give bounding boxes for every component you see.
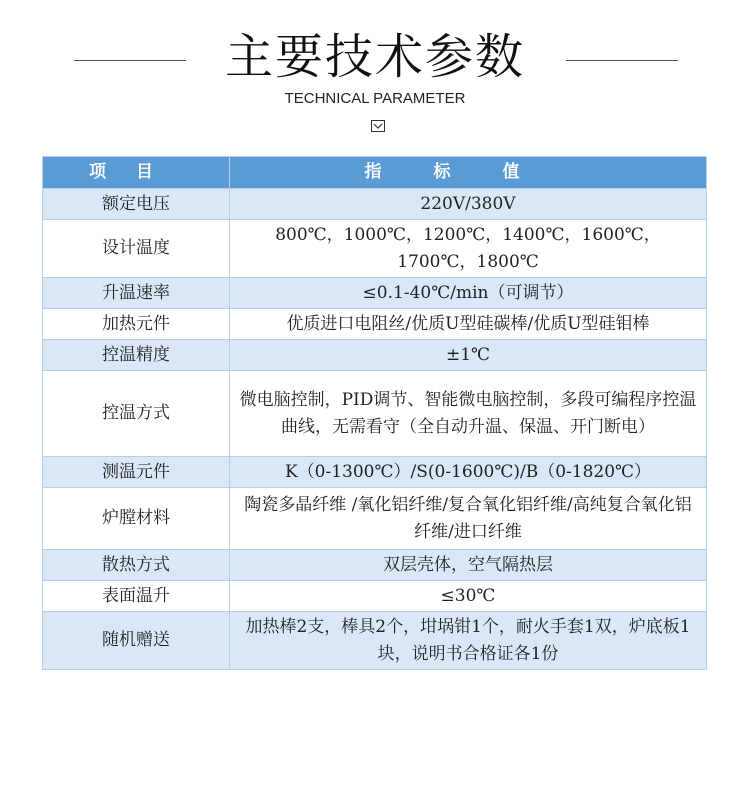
row-value: ≤30℃ <box>230 581 707 612</box>
row-value: 陶瓷多晶纤维 /氧化铝纤维/复合氧化铝纤维/高纯复合氧化铝纤维/进口纤维 <box>230 488 707 550</box>
row-label: 控温方式 <box>43 371 230 457</box>
row-value: K（0-1300℃）/S(0-1600℃)/B（0-1820℃） <box>230 457 707 488</box>
row-label: 升温速率 <box>43 278 230 309</box>
row-label: 表面温升 <box>43 581 230 612</box>
row-value: 800℃，1000℃，1200℃，1400℃，1600℃，1700℃，1800℃ <box>230 220 707 278</box>
row-value: 双层壳体，空气隔热层 <box>230 550 707 581</box>
table-row <box>43 340 707 371</box>
table-row <box>43 550 707 581</box>
row-label: 控温精度 <box>43 340 230 371</box>
row-label: 散热方式 <box>43 550 230 581</box>
table-row <box>43 371 707 457</box>
row-label: 额定电压 <box>43 189 230 220</box>
table-row <box>43 278 707 309</box>
page-title: 主要技术参数 <box>224 29 525 85</box>
row-value: 加热棒2支，棒具2个，坩埚钳1个，耐火手套1双，炉底板1块，说明书合格证各1份 <box>230 612 707 670</box>
row-label: 设计温度 <box>43 220 230 278</box>
col-header-value: 指标值 <box>230 157 707 189</box>
row-value: 220V/380V <box>230 189 707 220</box>
table-header-row <box>43 157 707 189</box>
header-rule-right <box>566 60 678 61</box>
page-subtitle: TECHNICAL PARAMETER <box>284 90 466 107</box>
spec-table <box>42 156 707 670</box>
row-label: 测温元件 <box>43 457 230 488</box>
table-row <box>43 189 707 220</box>
table-row <box>43 612 707 670</box>
row-value: ≤0.1-40℃/min（可调节） <box>230 278 707 309</box>
table-row <box>43 309 707 340</box>
col-header-item: 项目 <box>43 157 230 189</box>
row-label: 加热元件 <box>43 309 230 340</box>
table-row <box>43 488 707 550</box>
row-label: 随机赠送 <box>43 612 230 670</box>
table-row <box>43 581 707 612</box>
row-label: 炉膛材料 <box>43 488 230 550</box>
table-row <box>43 457 707 488</box>
row-value: 微电脑控制，PID调节、智能微电脑控制，多段可编程序控温曲线，无需看守（全自动升温、保温、开门断电） <box>230 371 707 457</box>
row-value: ±1℃ <box>230 340 707 371</box>
chevron-down-icon <box>371 120 385 132</box>
row-value: 优质进口电阻丝/优质U型硅碳棒/优质U型硅钼棒 <box>230 309 707 340</box>
table-row <box>43 220 707 278</box>
section-header <box>0 0 750 150</box>
